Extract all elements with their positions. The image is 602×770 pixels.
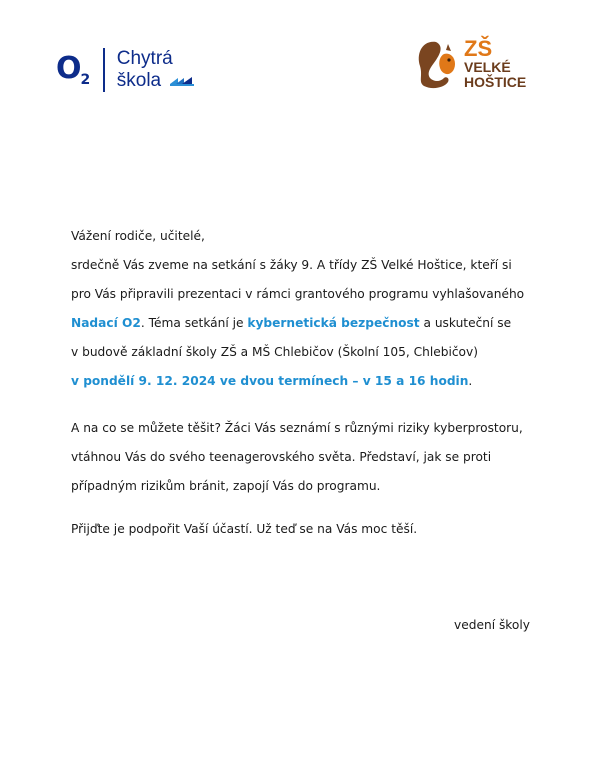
paragraph-1-line-2: pro Vás připravili prezentaci v rámci grantového programu vyhlašovaného [71,287,525,301]
squirrel-icon [414,38,460,90]
letter-header [0,0,602,110]
logo-line-2: škola [116,70,162,91]
paragraph-1-line-5: v pondělí 9. 12. 2024 ve dvou termínech – v 15 a 16 hodin. [71,374,473,388]
topic-highlight: kybernetická bezpečnost [247,316,420,330]
date-highlight: v pondělí 9. 12. 2024 ve dvou termínech – v 15 a 16 hodin [71,374,469,388]
school-wordmark [464,38,526,90]
paragraph-2-line-2: vtáhnou Vás do svého teenagerovského světa. Představí, jak se proti [71,450,492,464]
paragraph-2-line-3: případným rizikům bránit, zapojí Vás do programu. [71,479,381,493]
logo-line-1: Chytrá [116,48,173,69]
paragraph-3-line-1: Přijďte je podpořit Vaší účastí. Už teď se na Vás moc těší. [71,522,418,536]
waves-icon [170,75,194,87]
chytra-skola-wordmark [117,48,195,92]
paragraph-1-line-4: v budově základní školy ZŠ a MŠ Chlebičov (Školní 105, Chlebičov) [71,345,478,359]
o2-chytra-skola-logo [56,48,194,92]
school-name-line-1: VELKÉ [464,59,511,75]
foundation-name: Nadací O2 [71,316,141,330]
school-abbrev: ZŠ [464,36,493,61]
zs-velke-hostice-logo [414,38,526,90]
greeting: Vážení rodiče, učitelé, [71,229,205,243]
paragraph-1-line-3: Nadací O2. Téma setkání je kybernetická bezpečnost a uskuteční se [71,316,512,330]
paragraph-1-line-1: srdečně Vás zveme na setkání s žáky 9. A třídy ZŠ Velké Hoštice, kteří si [71,258,512,272]
o2-mark: $O_2$ [56,50,90,88]
logo-divider [103,48,105,92]
signature: vedení školy [454,618,530,632]
school-name-line-2: HOŠTICE [464,74,527,90]
letter-body [71,222,541,544]
paragraph-2-line-1: A na co se můžete těšit? Žáci Vás seznámí s různými riziky kyberprostoru, [71,421,523,435]
